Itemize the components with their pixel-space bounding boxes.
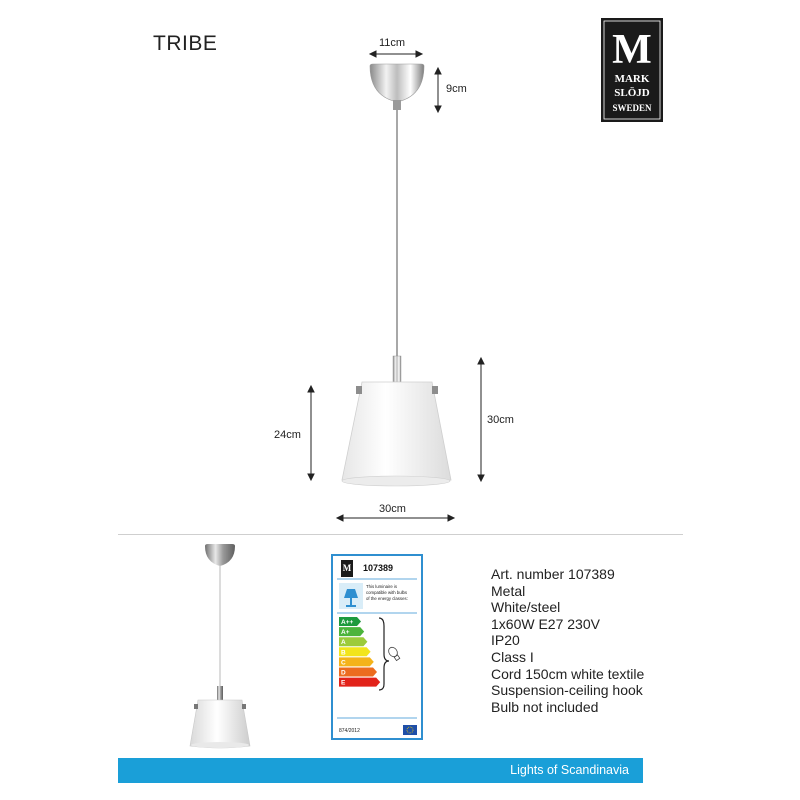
dim-canopy-height: 9cm (446, 83, 467, 95)
energy-label-logo-letter: M (342, 563, 352, 573)
spec-item: Bulb not included (491, 698, 599, 715)
energy-class-label: B (341, 649, 346, 657)
footer-bar (118, 758, 643, 783)
compat-text-3: of the energy classes: (366, 596, 408, 601)
lamp-shade (342, 382, 451, 484)
dim-shade-width: 30cm (379, 503, 406, 515)
energy-label-article: 107389 (363, 563, 394, 573)
canopy (370, 64, 424, 102)
product-photo (180, 540, 260, 750)
compat-text-2: compatible with bulbs (366, 590, 408, 595)
spec-item: Suspension-ceiling hook (491, 682, 643, 699)
spec-item: Metal (491, 582, 526, 599)
section-divider (118, 534, 683, 535)
energy-class-label: E (341, 679, 346, 687)
spec-item: White/steel (491, 599, 561, 616)
energy-class-label: A++ (341, 619, 354, 626)
logo-line-2: SLÖJD (614, 87, 650, 99)
spec-item: Art. number 107389 (491, 566, 615, 582)
energy-class-label: D (341, 669, 346, 677)
logo-line-1: MARK (614, 73, 650, 85)
spec-item: 1x60W E27 230V (491, 615, 600, 632)
dim-shade-height: 24cm (274, 429, 301, 441)
spec-list (491, 566, 644, 715)
energy-class-label: A+ (341, 629, 350, 637)
lamp-holder (393, 356, 401, 382)
spec-item: Cord 150cm white textile (491, 665, 645, 682)
spec-item: Class I (491, 648, 534, 665)
dim-canopy-width: 11cm (379, 37, 406, 49)
logo-line-3: SWEDEN (612, 103, 652, 113)
energy-regulation: 874/2012 (339, 728, 360, 734)
product-title: TRIBE (153, 32, 218, 55)
eu-flag-icon (403, 725, 417, 735)
dim-total-height: 30cm (487, 414, 514, 426)
energy-class-label: A (341, 639, 346, 647)
spec-item: IP20 (491, 632, 520, 649)
energy-class-label: C (341, 659, 346, 667)
compat-text-1: This luminaire is (366, 584, 398, 589)
bulb-icon (387, 646, 402, 662)
footer-tagline: Lights of Scandinavia (510, 763, 629, 777)
energy-label (331, 554, 423, 740)
logo-letter: M (612, 27, 652, 73)
